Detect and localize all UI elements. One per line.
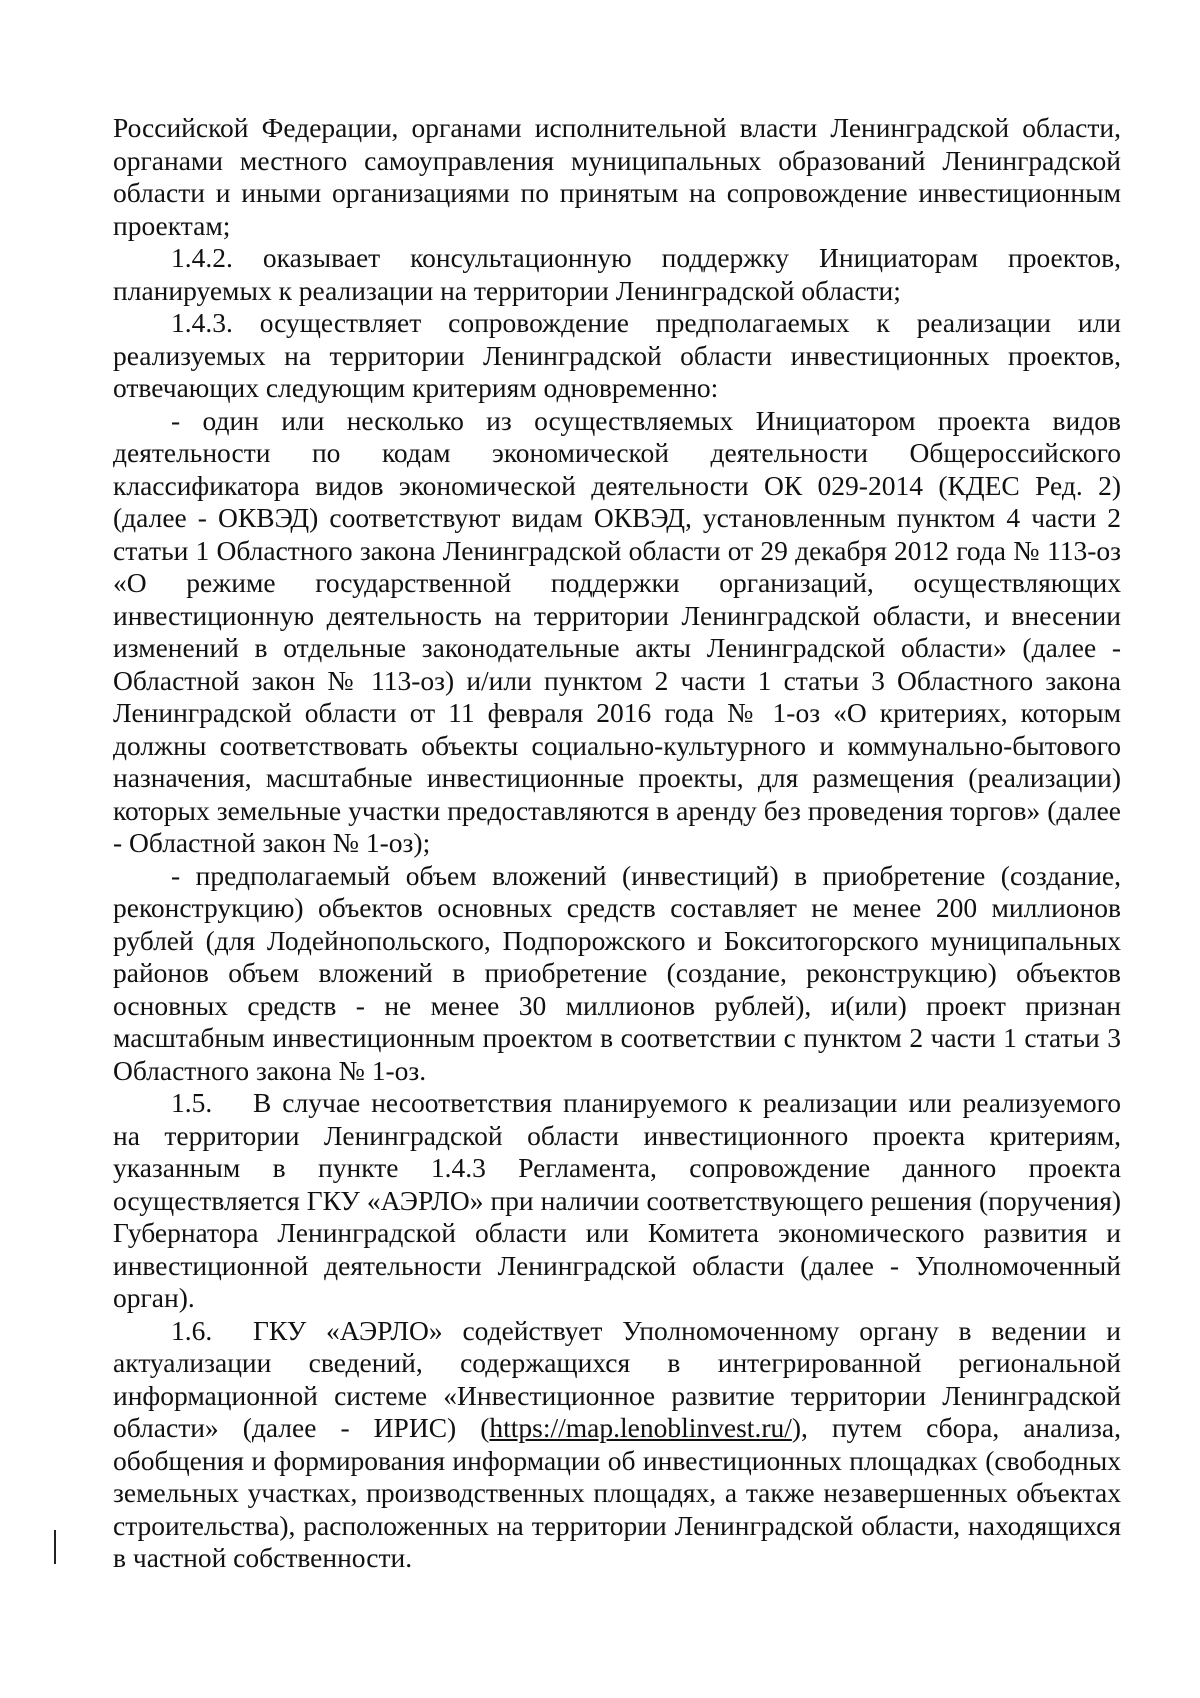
revision-change-bar [54,1530,56,1564]
criterion-okved [113,405,1121,860]
paragraph-1-4-2 [113,242,1121,307]
paragraph-number: 1.6. [171,1314,213,1346]
paragraph-text: 1.4.2. оказывает консультационную поддержку Инициаторам проектов, планируемых к реализации на территории Ленинградской области; [113,242,1121,306]
paragraph-continuation [113,112,1121,242]
paragraph-text: ), путем сбора, анализа, обобщения и формирования информации об инвестиционных площадках (свободных земельных участках, производственных площадях, а также незавершенных объектах строительства), расположенных на территории Ленинградской области, находящихся в частной собственности. [113,1412,1121,1573]
paragraph-text: - предполагаемый объем вложений (инвестиций) в приобретение (создание, реконструкцию) объектов основных средств составляет не менее 200 миллионов рублей (для Лодейнопольского, Подпорожского и Бокситогорского муниципальных районов объем вложений в приобретение (создание, реконструкцию) объектов основных средств - не менее 30 миллионов рублей), и(или) проект признан масштабным инвестиционным проектом в соответствии с пунктом 2 части 1 статьи 3 Областного закона № 1-оз. [113,859,1121,1086]
criterion-investment-volume [113,860,1121,1088]
paragraph-text: - один или несколько из осуществляемых Инициатором проекта видов деятельности по кодам экономической деятельности Общероссийского классификатора видов экономической деятельности ОК 029-2014 (КДЕС Ред. 2) (далее - ОКВЭД) соответствуют видам ОКВЭД, установленным пунктом 4 части 2 статьи 1 Областного закона Ленинградской области от 29 декабря 2012 года № 113-оз «О режиме государственной поддержки организаций, осуществляющих инвестиционную деятельность на территории Ленинградской области, и внесении изменений в отдельные законодательные акты Ленинградской области» (далее - Областной закон № 113-оз) и/или пунктом 2 части 1 статьи 3 Областного закона Ленинградской области от 11 февраля 2016 года № 1-оз «О критериях, которым должны соответствовать объекты социально-культурного и коммунально-бытового назначения, масштабные инвестиционные проекты, для размещения (реализации) которых земельные участки предоставляются в аренду без проведения торгов» (далее - Областной закон № 1-оз); [113,404,1121,858]
paragraph-1-4-3 [113,307,1121,405]
document-page [113,112,1121,1575]
paragraph-text: В случае несоответствия планируемого к реализации или реализуемого на территории Ленинградской области инвестиционного проекта критериям, указанным в пункте 1.4.3 Регламента, сопровождение данного проекта осуществляется ГКУ «АЭРЛО» при наличии соответствующего решения (поручения) Губернатора Ленинградской области или Комитета экономического развития и инвестиционной деятельности Ленинградской области (далее - Уполномоченный орган). [113,1087,1121,1313]
paragraph-1-6 [113,1315,1121,1575]
paragraph-number: 1.5. [171,1087,213,1118]
iris-map-link[interactable]: https://map.lenoblinvest.ru/ [489,1412,792,1443]
paragraph-text: ГКУ «АЭРЛО» содействует Уполномоченному органу в ведении и актуализации сведений, содержащихся в интегрированной региональной информационной системе «Инвестиционное развитие территории Ленинградской области» (далее - ИРИС) ( [113,1314,1121,1443]
paragraph-text: Российской Федерации, органами исполнительной власти Ленинградской области, органами местного самоуправления муниципальных образований Ленинградской области и иными организациями по принятым на сопровождение инвестиционным проектам; [113,112,1121,241]
paragraph-1-5 [113,1087,1121,1315]
paragraph-text: 1.4.3. осуществляет сопровождение предполагаемых к реализации или реализуемых на территории Ленинградской области инвестиционных проектов, отвечающих следующим критериям одновременно: [113,307,1121,403]
